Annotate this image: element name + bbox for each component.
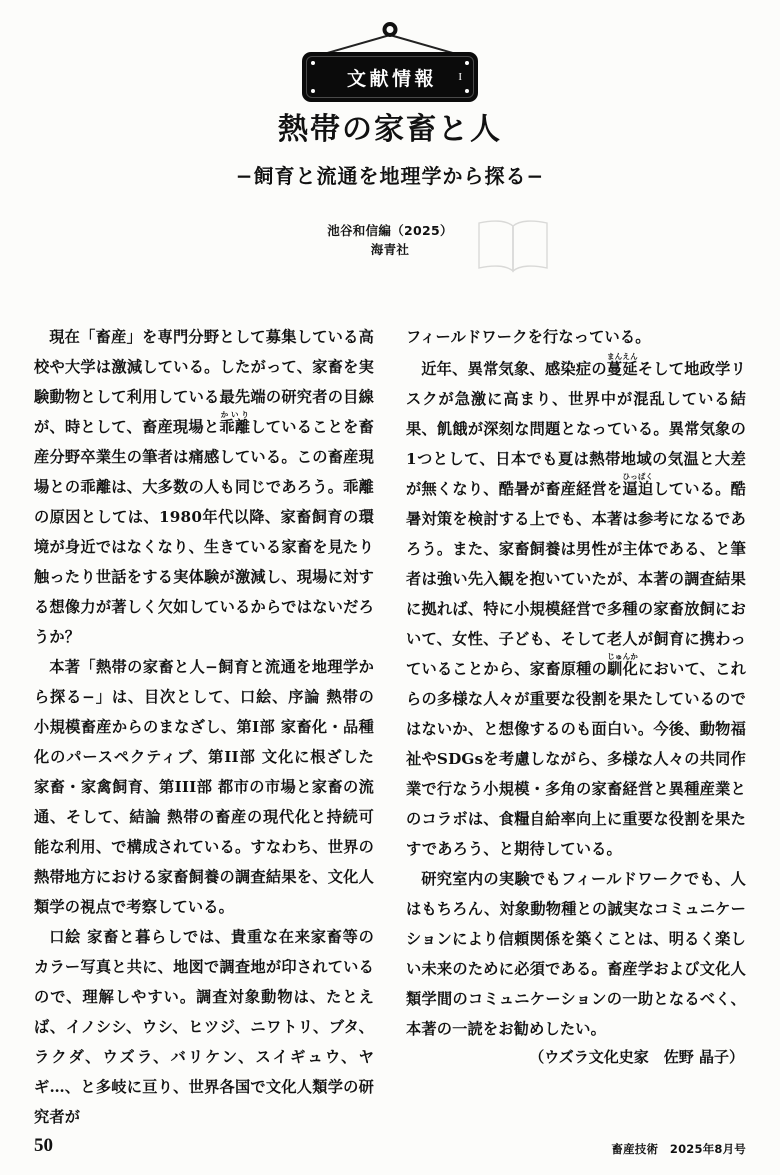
page-subtitle: −飼育と流通を地理学から探る−: [235, 164, 545, 188]
ruby-reading: じゅんか: [607, 652, 638, 661]
article-byline: （ウズラ文化史家 佐野 晶子）: [529, 1048, 744, 1066]
section-label: 文献情報: [346, 68, 437, 90]
book-credit: [0, 221, 780, 260]
masthead: [0, 8, 780, 104]
ruby-reading: ひっぱく: [622, 472, 654, 481]
paragraph: 口絵 家畜と暮らしでは、貴重な在来家畜等のカラー写真と共に、地図で調査地が印されているので、理解しやすい。調査対象動物は、たとえば、イノシシ、ウシ、ヒツジ、ニワトリ、ブタ、ラクダ、ウズラ、バリケン、スイギュウ、ヤギ…、と多岐に亘り、世界各国で文化人類学の研究者が: [34, 928, 374, 1126]
paragraph: フィールドワークを行なっている。: [406, 328, 651, 346]
book-publisher: 海青社: [370, 242, 410, 258]
paragraph: 本著「熱帯の家畜と人−飼育と流通を地理学から探る−」は、目次として、口絵、序論 熱帯の小規模畜産からのまなざし、第I部 家畜化・品種化のパースペクティブ、第II部 文化に根ざした家畜・家禽飼育、第III部 都市の市場と家畜の流通、そして、結論 熱帯の畜産の現代化と持続可能な利用、で構成されている。すなわち、世界の熱帯地方における家畜飼養の調査結果を、文化人類学の視点で考察している。: [34, 658, 374, 916]
ring-eyelet-icon: [383, 22, 398, 37]
paragraph: 近年、異常気象、感染症の蔓延まんえんそして地政学リスクが急激に高まり、世界中が混乱している結果、飢餓が深刻な問題となっている。異常気象の1つとして、日本でも夏は熱帯地域の気温と大差が無くなり、酷暑が畜産経営を逼迫ひっぱくしている。酷暑対策を検討する上でも、本著は参考になるであろう。また、家畜飼養は男性が主体である、と筆者は強い先入観を抱いていたが、本著の調査結果に拠れば、特に小規模経営で多種の家畜放飼において、女性、子ども、そして老人が飼育に携わっていることから、家畜原種の馴化じゅんかにおいて、これらの多様な人々が重要な役割を果たしているのではないか、と想像するのも面白い。今後、動物福祉やSDGsを考慮しながら、多様な人々の共同作業で行なう小規模・多角の家畜経営と異種産業とのコラボは、食糧自給率向上に重要な役割を果たすであろう、と期待している。: [406, 352, 747, 858]
ruby-annotated-word: 逼迫ひっぱく: [622, 472, 654, 498]
ruby-annotated-word: 乖離かいり: [219, 410, 251, 436]
ruby-annotated-word: 馴化じゅんか: [607, 652, 639, 678]
article-body: [34, 322, 747, 1126]
ruby-reading: かいり: [219, 410, 251, 419]
page-footer: [34, 1131, 746, 1157]
title-block: [0, 112, 780, 189]
footer-source: 畜産技術 2025年8月号: [611, 1142, 746, 1156]
open-book-icon: [470, 216, 556, 278]
section-number: I: [458, 71, 462, 83]
book-editor: 池谷和信編（2025）: [327, 223, 453, 238]
paragraph: 研究室内の実験でもフィールドワークでも、人はもちろん、対象動物種との誠実なコミュニケーションにより信頼関係を築くことは、明るく楽しい未来のために必須である。畜産学および文化人類学間のコミュニケーションの一助となるべく、本著の一読をお勧めしたい。: [406, 870, 746, 1038]
ruby-annotated-word: 蔓延まんえん: [606, 352, 638, 378]
page-number: 50: [34, 1135, 53, 1156]
ruby-reading: まんえん: [606, 352, 638, 361]
section-plaque: [302, 52, 478, 102]
paragraph: 現在「畜産」を専門分野として募集している高校や大学は激減している。したがって、家畜を実験動物として利用している最先端の研究者の目線が、時として、畜産現場と乖離かいりしていることを畜産分野卒業生の筆者は痛感している。この畜産現場との乖離は、大多数の人も同じであろう。乖離の原因としては、1980年代以降、家畜飼育の環境が身近ではなくなり、生きている家畜を見たり触ったり世話をする実体験が激減し、現場に対する想像力が著しく欠如しているからではないだろうか？: [34, 328, 374, 646]
left-column: [34, 322, 374, 1126]
right-column: [406, 322, 746, 1092]
page-title: 熱帯の家畜と人: [278, 112, 502, 147]
